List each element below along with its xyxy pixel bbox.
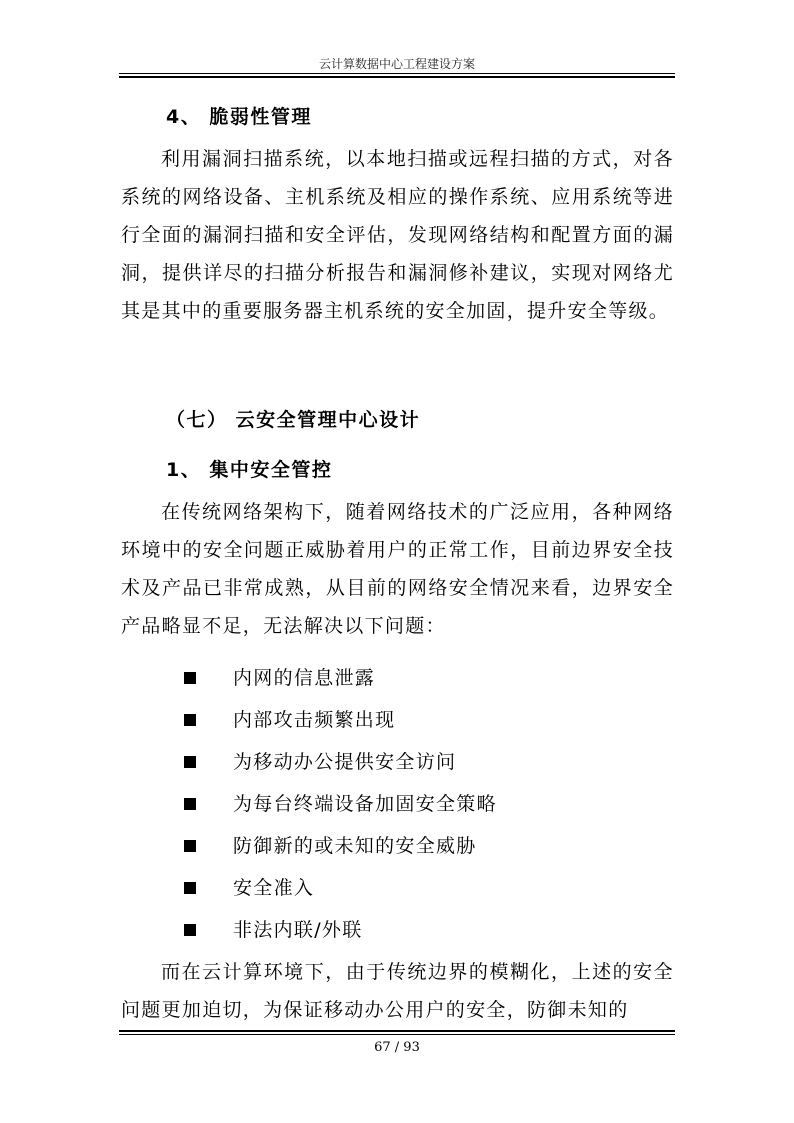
heading-vulnerability-management: 4、 脆弱性管理 [166, 106, 312, 128]
header-rule-thin [119, 73, 675, 74]
square-bullet-icon [184, 798, 196, 810]
square-bullet-icon [184, 882, 196, 894]
heading-cloud-security-center: （七） 云安全管理中心设计 [166, 409, 421, 431]
heading-centralized-control: 1、 集中安全管控 [166, 459, 333, 481]
square-bullet-icon [184, 924, 196, 936]
square-bullet-icon [184, 840, 196, 852]
footer-rule-thin [119, 1034, 675, 1035]
square-bullet-icon [184, 672, 196, 684]
paragraph-vulnerability-scan: 利用漏洞扫描系统，以本地扫描或远程扫描的方式，对各系统的网络设备、主机系统及相应的操作系统、应用系统等进行全面的漏洞扫描和安全评估，发现网络结构和配置方面的漏洞，提供详尽的扫描分析报告和漏洞修补建议，实现对网络尤其是其中的重要服务器主机系统的安全加固，提升安全等级。 [121, 148, 674, 322]
header-rule-thick [119, 76, 675, 78]
paragraph-traditional-network: 在传统网络架构下，随着网络技术的广泛应用，各种网络环境中的安全问题正威胁着用户的正常工作，目前边界安全技术及产品已非常成熟，从目前的网络安全情况来看，边界安全产品略显不足，无法解决以下问题： [121, 501, 674, 637]
footer-rule-thick [119, 1030, 675, 1032]
paragraph-cloud-environment: 而在云计算环境下，由于传统边界的模糊化，上述的安全问题更加迫切，为保证移动办公用户的安全，防御未知的 [121, 961, 674, 1021]
square-bullet-icon [184, 714, 196, 726]
square-bullet-icon [184, 756, 196, 768]
page-number: 67 / 93 [374, 1040, 420, 1055]
header-title: 云计算数据中心工程建设方案 [318, 57, 475, 71]
